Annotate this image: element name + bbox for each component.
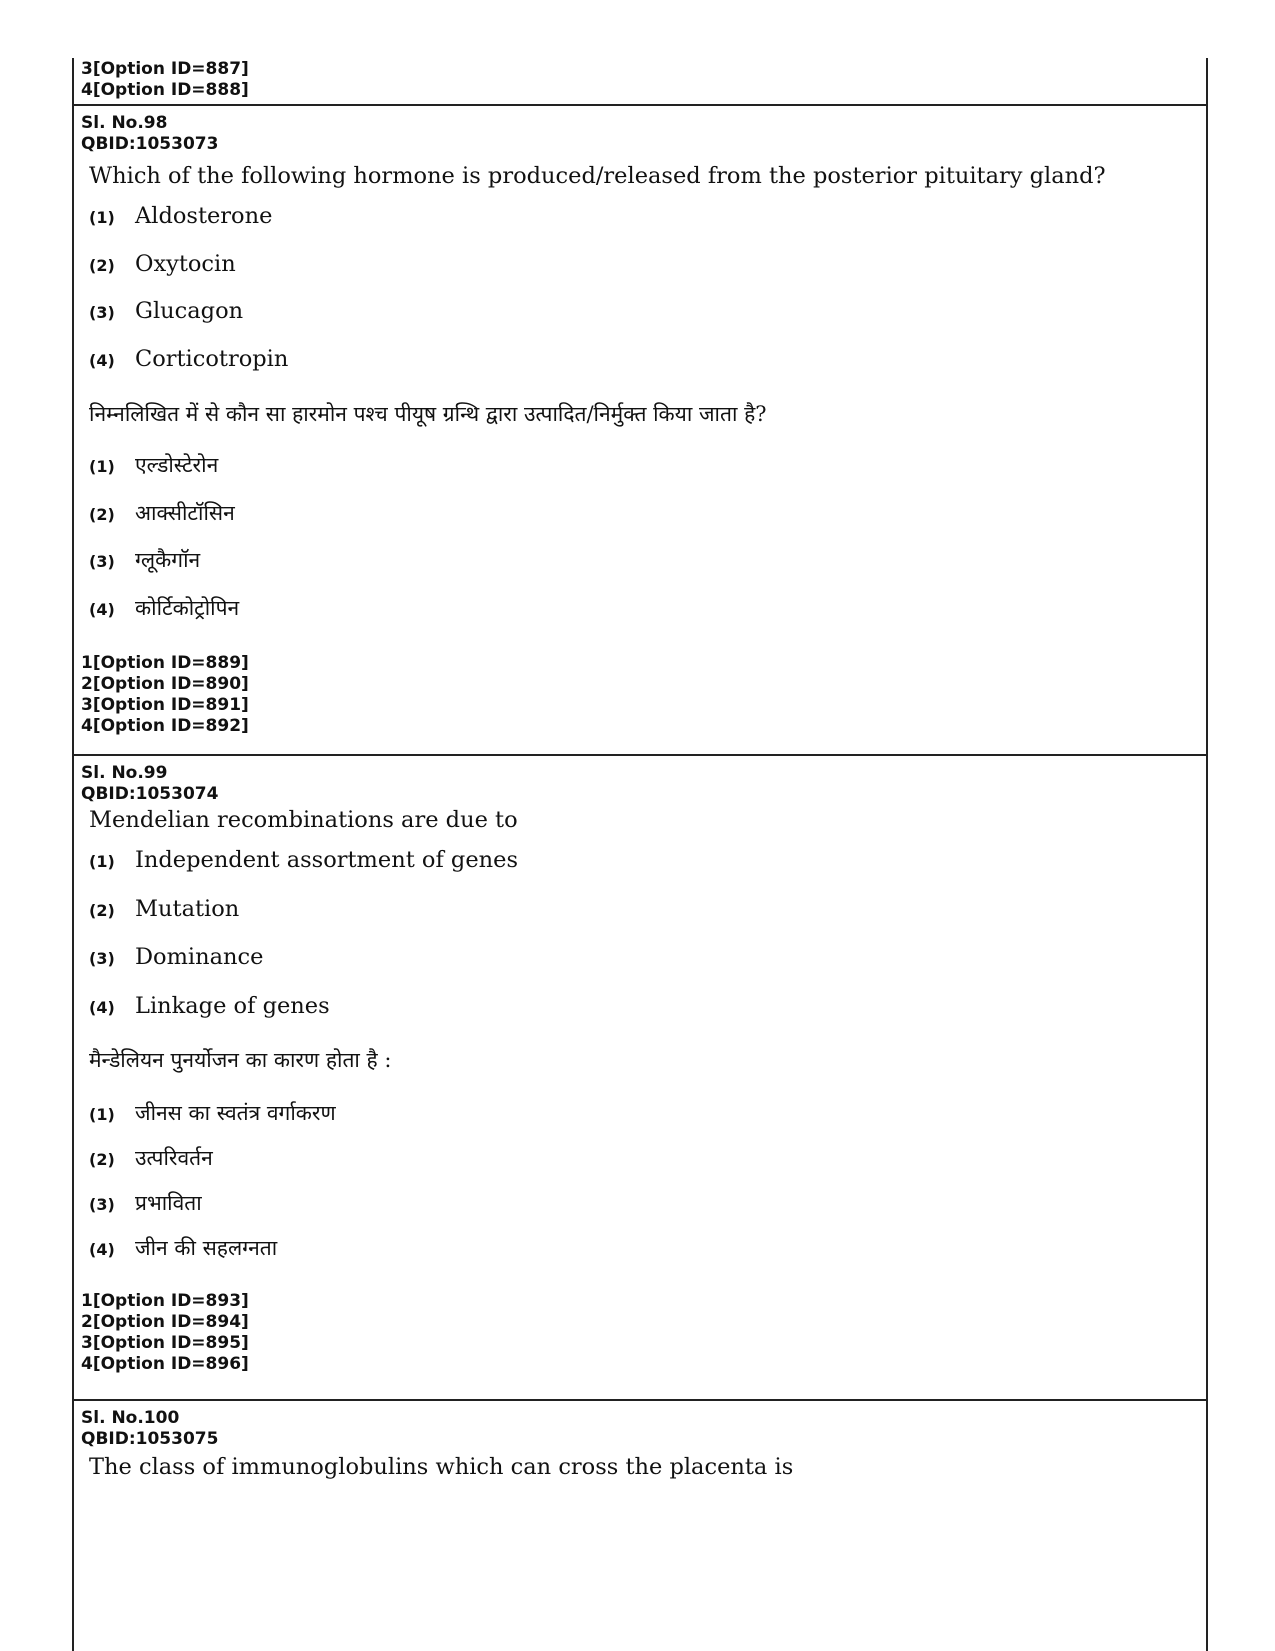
option-id-line: 4[Option ID=888] bbox=[81, 80, 249, 100]
option-id-line: 4[Option ID=896] bbox=[81, 1354, 249, 1374]
previous-question-tail bbox=[74, 58, 1206, 106]
option-english-2 bbox=[81, 251, 1206, 299]
option-text: ग्लूकैगॉन bbox=[135, 548, 201, 572]
option-id-line: 1[Option ID=889] bbox=[81, 653, 249, 673]
option-text: Corticotropin bbox=[135, 345, 289, 372]
question-text-english: Which of the following hormone is produced/released from the posterior pituitary gland? bbox=[89, 163, 1106, 189]
option-text: उत्परिवर्तन bbox=[135, 1146, 213, 1170]
option-hindi-3 bbox=[81, 546, 1206, 594]
question-paper-page bbox=[72, 58, 1208, 1651]
option-number: (4) bbox=[89, 599, 115, 619]
option-number: (1) bbox=[89, 1105, 115, 1124]
option-english-4 bbox=[81, 993, 1206, 1042]
serial-number: Sl. No.100 bbox=[81, 1408, 180, 1428]
serial-number: Sl. No.99 bbox=[81, 763, 168, 783]
question-text-english: The class of immunoglobulins which can cross the placenta is bbox=[89, 1454, 794, 1480]
option-number: (3) bbox=[89, 552, 115, 571]
option-english-3 bbox=[81, 944, 1206, 993]
option-text: एल्डोस्टेरोन bbox=[135, 453, 219, 477]
question-block-98 bbox=[74, 106, 1206, 756]
option-text: Linkage of genes bbox=[135, 992, 330, 1019]
option-text: जीन की सहलग्नता bbox=[135, 1236, 278, 1260]
option-text: Independent assortment of genes bbox=[135, 847, 518, 873]
option-hindi-1 bbox=[81, 1099, 1206, 1144]
option-number: (3) bbox=[89, 1195, 115, 1214]
serial-number: Sl. No.98 bbox=[81, 113, 168, 133]
option-english-1 bbox=[81, 847, 1206, 896]
option-id-line: 2[Option ID=890] bbox=[81, 674, 249, 694]
option-id-line: 3[Option ID=887] bbox=[81, 59, 249, 79]
option-hindi-2 bbox=[81, 1144, 1206, 1189]
option-number: (2) bbox=[89, 504, 115, 524]
option-id-line: 4[Option ID=892] bbox=[81, 716, 249, 736]
option-number: (4) bbox=[89, 350, 115, 370]
option-id-line: 1[Option ID=893] bbox=[81, 1291, 249, 1311]
option-hindi-1 bbox=[81, 451, 1206, 499]
option-english-2 bbox=[81, 896, 1206, 945]
option-id-list bbox=[81, 653, 1206, 737]
option-text: कोर्टिकोट्रोपिन bbox=[135, 595, 240, 620]
option-number: (4) bbox=[89, 997, 115, 1017]
option-text: प्रभाविता bbox=[135, 1191, 202, 1215]
option-text: जीनस का स्वतंत्र वर्गाकरण bbox=[135, 1101, 336, 1125]
option-id-list bbox=[81, 1291, 1206, 1375]
option-text: Glucagon bbox=[135, 298, 244, 324]
option-number: (2) bbox=[89, 900, 115, 920]
option-number: (1) bbox=[89, 852, 115, 871]
option-number: (3) bbox=[89, 949, 115, 968]
option-number: (1) bbox=[89, 208, 115, 227]
option-id-line: 2[Option ID=894] bbox=[81, 1312, 249, 1332]
question-block-100 bbox=[74, 1401, 1206, 1482]
option-number: (2) bbox=[89, 1150, 115, 1169]
option-number: (4) bbox=[89, 1240, 115, 1259]
question-bank-id: QBID:1053075 bbox=[81, 1429, 219, 1449]
question-bank-id: QBID:1053074 bbox=[81, 784, 219, 804]
option-hindi-2 bbox=[81, 499, 1206, 547]
option-id-line: 3[Option ID=895] bbox=[81, 1333, 249, 1353]
option-text: Dominance bbox=[135, 944, 264, 970]
question-text-hindi: निम्नलिखित में से कौन सा हारमोन पश्च पीयूष ग्रन्थि द्वारा उत्पादित/निर्मुक्त किया जाता है? bbox=[89, 402, 767, 426]
option-english-4 bbox=[81, 346, 1206, 394]
option-text: Mutation bbox=[135, 895, 240, 922]
option-number: (1) bbox=[89, 457, 115, 476]
option-hindi-4 bbox=[81, 594, 1206, 642]
question-block-99 bbox=[74, 756, 1206, 1401]
question-text-english: Mendelian recombinations are due to bbox=[89, 807, 518, 833]
option-text: Aldosterone bbox=[135, 203, 273, 229]
option-text: Oxytocin bbox=[135, 250, 236, 277]
option-id-line: 3[Option ID=891] bbox=[81, 695, 249, 715]
question-text-hindi: मैन्डेलियन पुनर्योजन का कारण होता है : bbox=[89, 1048, 392, 1072]
option-number: (3) bbox=[89, 303, 115, 322]
option-english-1 bbox=[81, 203, 1206, 251]
option-hindi-3 bbox=[81, 1189, 1206, 1234]
option-number: (2) bbox=[89, 255, 115, 275]
option-hindi-4 bbox=[81, 1234, 1206, 1279]
option-english-3 bbox=[81, 298, 1206, 346]
option-text: आक्सीटॉसिन bbox=[135, 500, 235, 525]
question-bank-id: QBID:1053073 bbox=[81, 134, 219, 154]
